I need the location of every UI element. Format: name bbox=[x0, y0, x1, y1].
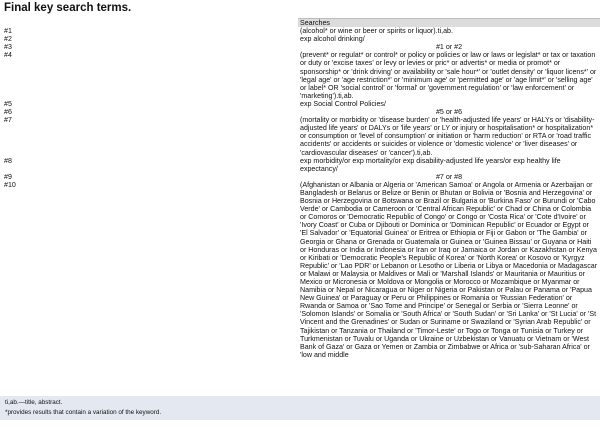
table-row bbox=[0, 27, 600, 35]
row-number: #6 bbox=[4, 108, 12, 117]
search-terms-table bbox=[0, 18, 600, 359]
table-row bbox=[0, 100, 600, 108]
table-row bbox=[0, 157, 600, 173]
row-number: #4 bbox=[4, 51, 12, 60]
page-title: Final key search terms. bbox=[4, 2, 132, 14]
row-search-term: (Afghanistan or Albania or Algeria or 'American Samoa' or Angola or Armenia or Azerbaijan or Bangladesh or Belarus or Belize or Benin or Bhutan or Bolivia or 'Bosnia and Herzegovina' or Bosnia or Herzegovina or Botswana or Brazil or Bulgaria or 'Burkina Faso' or Burundi or 'Cabo Verde' or Cambodia or Cameroon or 'Central African Republic' or Chad or China or Colombia or Comoros or 'Democratic Republic of Congo' or Congo or 'Costa Rica' or 'Cote d'Ivoire' or 'Ivory Coast' or Cuba or Djibouti or Dominica or 'Dominican Republic' or Ecuador or Egypt or 'El Salvador' or 'Equatorial Guinea' or Eritrea or Ethiopia or Fiji or Gabon or 'The Gambia' or Georgia or Ghana or Grenada or Guatemala or Guinea or 'Guinea Bissau' or Guyana or Haiti or Honduras or India or Indonesia or Iran or Iraq or Jamaica or Jordan or Kazakhstan or Kenya or Kiribati or 'Democratic People's Republic of Korea' or 'North Korea' or Kosovo or 'Kyrgyz Republic' or 'Lao PDR' or Lebanon or Lesotho or Liberia or Libya or Macedonia or Madagascar or Malawi or Malaysia or Maldives or Mali or 'Marshall Islands' or Mauritania or Mauritius or Mexico or Micronesia or Moldova or Mongolia or Morocco or Mozambique or Myanmar or Namibia or Nepal or Nicaragua or Niger or Nigeria or Pakistan or Palau or Panama or 'Papua New Guinea' or Paraguay or Peru or Philippines or Romania or 'Russian Federation' or Rwanda or Samoa or 'Sao Tome and Principe' or Senegal or Serbia or 'Sierra Leonne' or 'Solomon Islands' or Somalia or 'South Africa' or 'South Sudan' or 'Sri Lanka' or 'St Lucia' or 'St Vincent and the Grenadines' or Sudan or Suriname or Swaziland or 'Syrian Arab Republic' or Tajikistan or Tanzania or Thailand or 'Timor-Leste' or Togo or Tonga or Tunisia or Turkey or Turkmenistan or Tuvalu or Uganda or Ukraine or Uzbekistan or Vanuatu or Vietnam or 'West Bank of Gaza' or Gaza or Yemen or Zambia or Zimbabwe or Africa or 'sub-Saharan Africa' or 'low and middle bbox=[300, 180, 598, 359]
table-header-row bbox=[0, 19, 600, 28]
row-number: #8 bbox=[4, 156, 12, 165]
table-row bbox=[0, 116, 600, 156]
row-search-term: #7 or #8 bbox=[435, 172, 463, 181]
row-search-term: #5 or #6 bbox=[435, 108, 463, 117]
row-number: #9 bbox=[4, 172, 12, 181]
table-row bbox=[0, 43, 600, 51]
row-number: #10 bbox=[4, 180, 16, 189]
table-header-cell-searches: Searches bbox=[298, 19, 600, 28]
row-search-term: #1 or #2 bbox=[435, 43, 463, 52]
row-search-term: exp alcohol drinking/ bbox=[300, 35, 365, 44]
row-number: #1 bbox=[4, 27, 12, 36]
row-search-term: (mortality or morbidity or 'disease burden' or 'health-adjusted life years' or HALYs or 'disability-adjusted life years' or DALYs or 'life years' or LY or injury or hospitalisation* or hospitalization* or consumption or 'level of consumption' or initiation or 'harm reduction' or RTA or 'road traffic accidents' or accidents or suicides or violence or 'domestic violence' or 'liver diseases' or 'cardiovascular diseases' or 'cancer').ti,ab. bbox=[300, 116, 595, 157]
row-search-term: (alcohol* or wine or beer or spirits or liquor).ti,ab. bbox=[300, 27, 453, 36]
table-row bbox=[0, 108, 600, 116]
table-row bbox=[0, 173, 600, 181]
footnote-abbreviation: ti,ab.—title, abstract. bbox=[5, 399, 63, 406]
row-search-term: exp Social Control Policies/ bbox=[300, 99, 386, 108]
table-row bbox=[0, 35, 600, 43]
row-number: #2 bbox=[4, 35, 12, 44]
table-header-cell-number bbox=[0, 19, 298, 28]
row-number: #3 bbox=[4, 43, 12, 52]
row-search-term: exp morbidity/or exp mortality/or exp disability-adjusted life years/or exp healthy life expectancy/ bbox=[300, 156, 561, 173]
footnote-wildcard: *provides results that contain a variation of the keyword. bbox=[5, 409, 162, 416]
table-row bbox=[0, 51, 600, 100]
table-row bbox=[0, 181, 600, 359]
row-number: #5 bbox=[4, 99, 12, 108]
row-search-term: (prevent* or regulat* or control* or policy or policies or law or laws or legislat* or tax or taxation or duty or 'excise taxes' or levy or levies or pric* or advertis* or media or promot* or sponsorship* or 'drink driving' or availability or 'sale hour*' or 'outlet density' or 'liquor licens*' or 'legal age' or 'age restriction*' or 'minimum age' or 'permitted age' or 'age limit*' or 'selling age' or label* OR 'social control' or 'formal' or 'government regulation' or 'law enforcement' or 'marketing').ti,ab. bbox=[300, 51, 597, 100]
table-footnotes bbox=[0, 396, 600, 420]
row-number: #7 bbox=[4, 116, 12, 125]
